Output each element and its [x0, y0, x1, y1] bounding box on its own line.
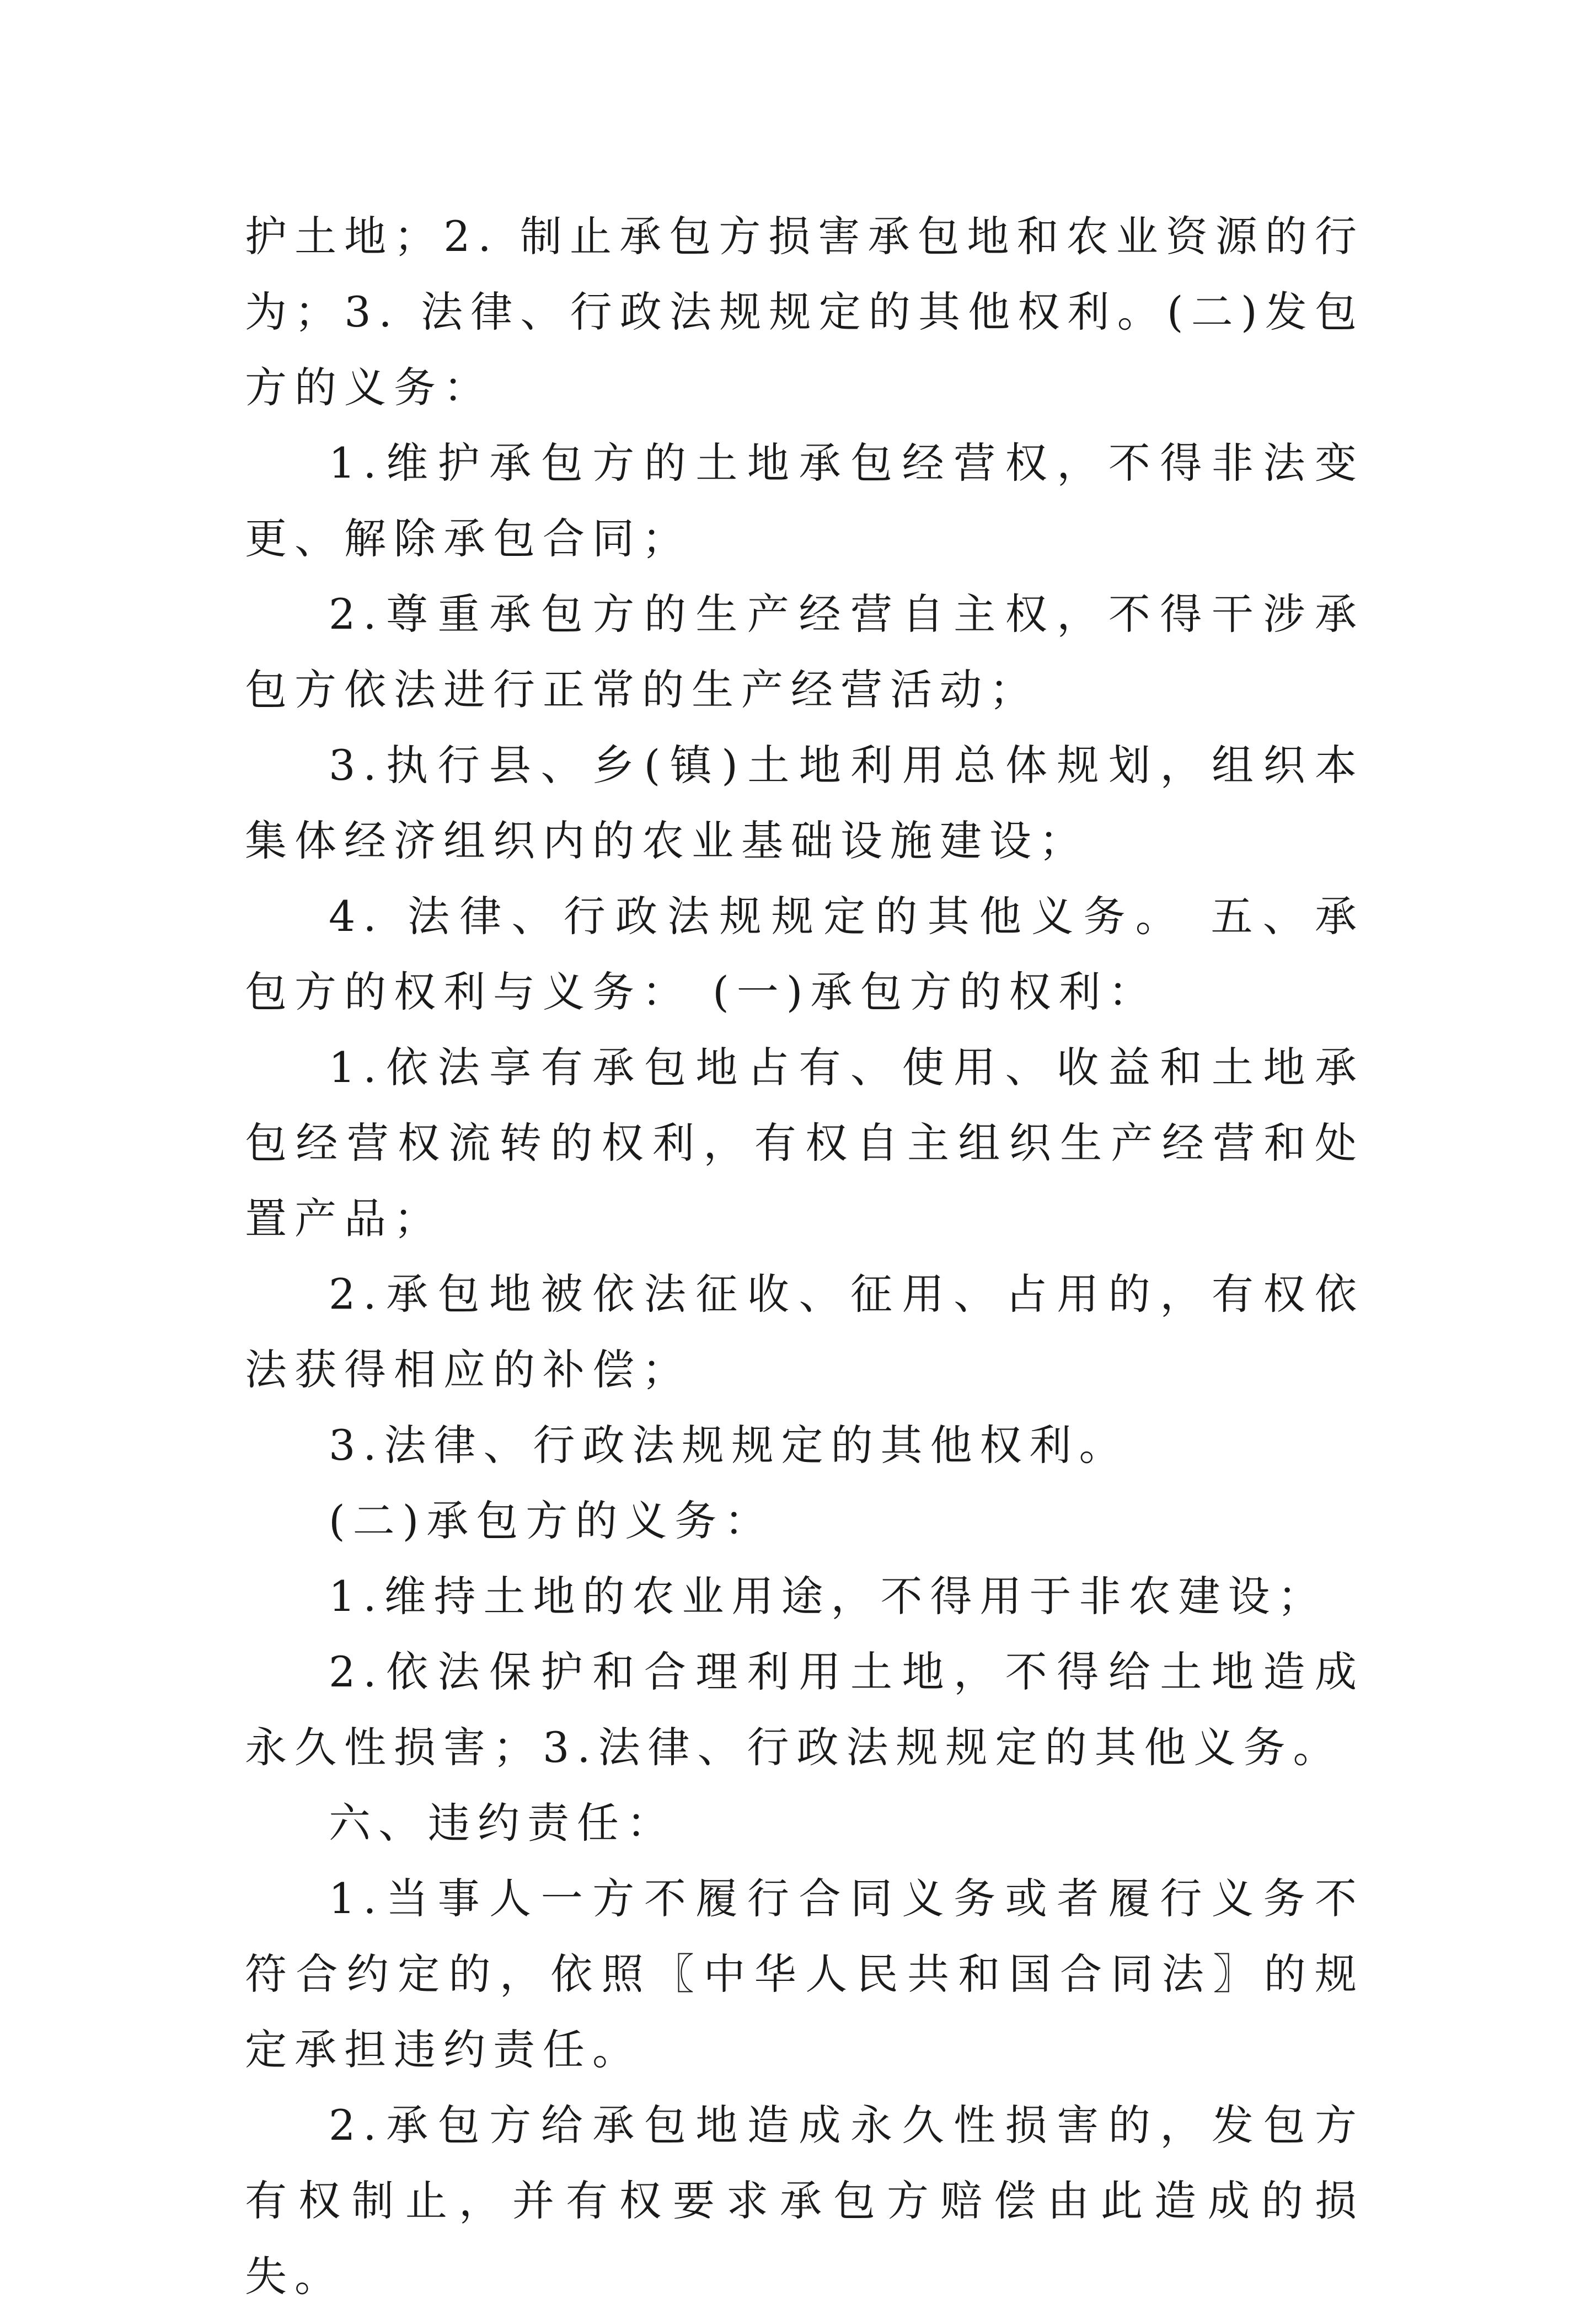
paragraph-7: 2.承包地被依法征收、征用、占用的，有权依法获得相应的补偿； — [245, 1270, 1364, 1394]
paragraph-14: 2.承包方给承包地造成永久性损害的，发包方有权制止，并有权要求承包方赔偿由此造成的损失。 — [245, 2101, 1364, 2301]
paragraph-3: 2.尊重承包方的生产经营自主权，不得干涉承包方依法进行正常的生产经营活动； — [245, 590, 1364, 714]
paragraph-5: 4. 法律、行政法规规定的其他义务。 五、承包方的权利与义务： (一)承包方的权利： — [245, 892, 1364, 1016]
paragraph-9: (二)承包方的义务： — [329, 1496, 774, 1545]
paragraph-13: 1.当事人一方不履行合同义务或者履行义务不符合约定的，依照〖中华人民共和国合同法〗的规定承担违约责任。 — [245, 1874, 1364, 2074]
paragraph-12: 六、违约责任： — [329, 1798, 676, 1847]
document-body — [245, 199, 1364, 2314]
paragraph-11: 2.依法保护和合理利用土地，不得给土地造成永久性损害；3.法律、行政法规规定的其他义务。 — [245, 1647, 1364, 1772]
paragraph-10: 1.维持土地的农业用途，不得用于非农建设； — [329, 1572, 1327, 1621]
paragraph-8: 3.法律、行政法规规定的其他权利。 — [329, 1421, 1129, 1470]
paragraph-2: 1.维护承包方的土地承包经营权，不得非法变更、解除承包合同； — [245, 438, 1364, 563]
paragraph-1: 护土地；2. 制止承包方损害承包地和农业资源的行为；3. 法律、行政法规规定的其他权利。(二)发包方的义务： — [245, 212, 1364, 412]
paragraph-4: 3.执行县、乡(镇)土地利用总体规划，组织本集体经济组织内的农业基础设施建设； — [245, 741, 1364, 865]
paragraph-6: 1.依法享有承包地占有、使用、收益和土地承包经营权流转的权利，有权自主组织生产经营和处置产品； — [245, 1043, 1364, 1243]
